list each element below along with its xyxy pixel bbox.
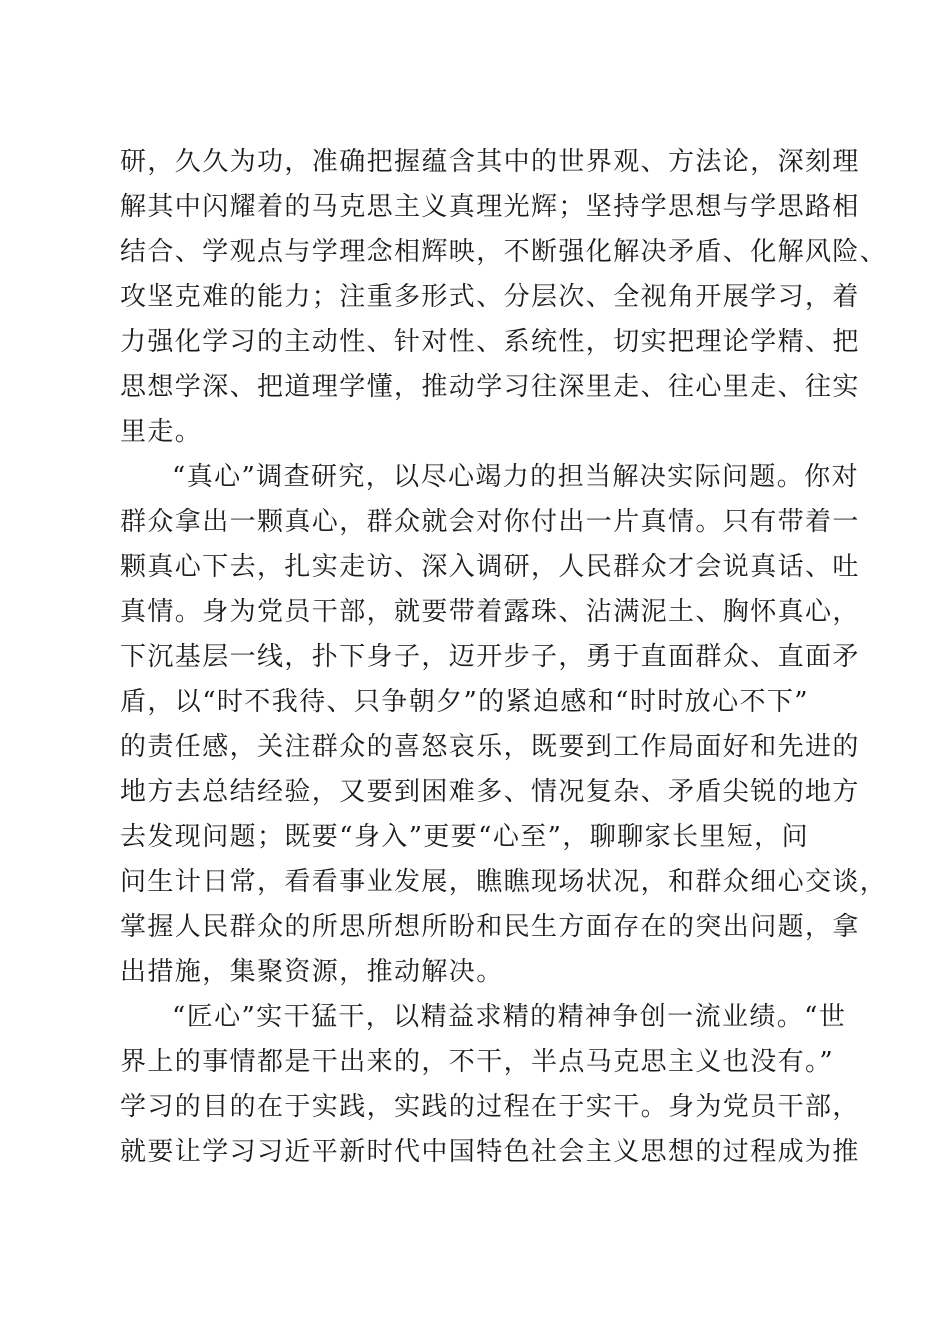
text-line: 攻坚克难的能力；注重多形式、分层次、全视角开展学习，着	[120, 282, 860, 312]
text-line: 界上的事情都是干出来的，不干，半点马克思主义也没有。”	[120, 1047, 835, 1077]
text-line: 地方去总结经验，又要到困难多、情况复杂、矛盾尖锐的地方	[120, 777, 860, 807]
text-line: 研，久久为功，准确把握蕴含其中的世界观、方法论，深刻理	[120, 147, 860, 177]
text-line: 颗真心下去，扎实走访、深入调研，人民群众才会说真话、吐	[120, 552, 860, 582]
document-body	[120, 140, 888, 1175]
text-line: 问生计日常，看看事业发展，瞧瞧现场状况，和群众细心交谈，	[120, 867, 888, 897]
text-line: 结合、学观点与学理念相辉映，不断强化解决矛盾、化解风险、	[120, 237, 888, 267]
text-line: 学习的目的在于实践，实践的过程在于实干。身为党员干部，	[120, 1092, 860, 1122]
text-line: 里走。	[120, 417, 203, 447]
text-line: 下沉基层一线，扑下身子，迈开步子，勇于直面群众、直面矛	[120, 642, 860, 672]
text-line: 的责任感，关注群众的喜怒哀乐，既要到工作局面好和先进的	[120, 732, 860, 762]
paragraph-start-line: “匠心”实干猛干，以精益求精的精神争创一流业绩。“世	[172, 1002, 847, 1032]
text-line: 真情。身为党员干部，就要带着露珠、沾满泥土、胸怀真心，	[120, 597, 860, 627]
text-line: 掌握人民群众的所思所想所盼和民生方面存在的突出问题，拿	[120, 912, 860, 942]
text-line: 力强化学习的主动性、针对性、系统性，切实把理论学精、把	[120, 327, 860, 357]
paragraph-start-line: “真心”调查研究，以尽心竭力的担当解决实际问题。你对	[172, 462, 859, 492]
text-line: 去发现问题；既要“身入”更要“心至”，聊聊家长里短，问	[120, 822, 809, 852]
text-line: 群众拿出一颗真心，群众就会对你付出一片真情。只有带着一	[120, 507, 860, 537]
text-line: 就要让学习习近平新时代中国特色社会主义思想的过程成为推	[120, 1137, 860, 1167]
text-line: 出措施，集聚资源，推动解决。	[120, 957, 504, 987]
text-line: 解其中闪耀着的马克思主义真理光辉；坚持学思想与学思路相	[120, 192, 860, 222]
text-line: 思想学深、把道理学懂，推动学习往深里走、往心里走、往实	[120, 372, 860, 402]
text-line: 盾，以“时不我待、只争朝夕”的紧迫感和“时时放心不下”	[120, 687, 809, 717]
